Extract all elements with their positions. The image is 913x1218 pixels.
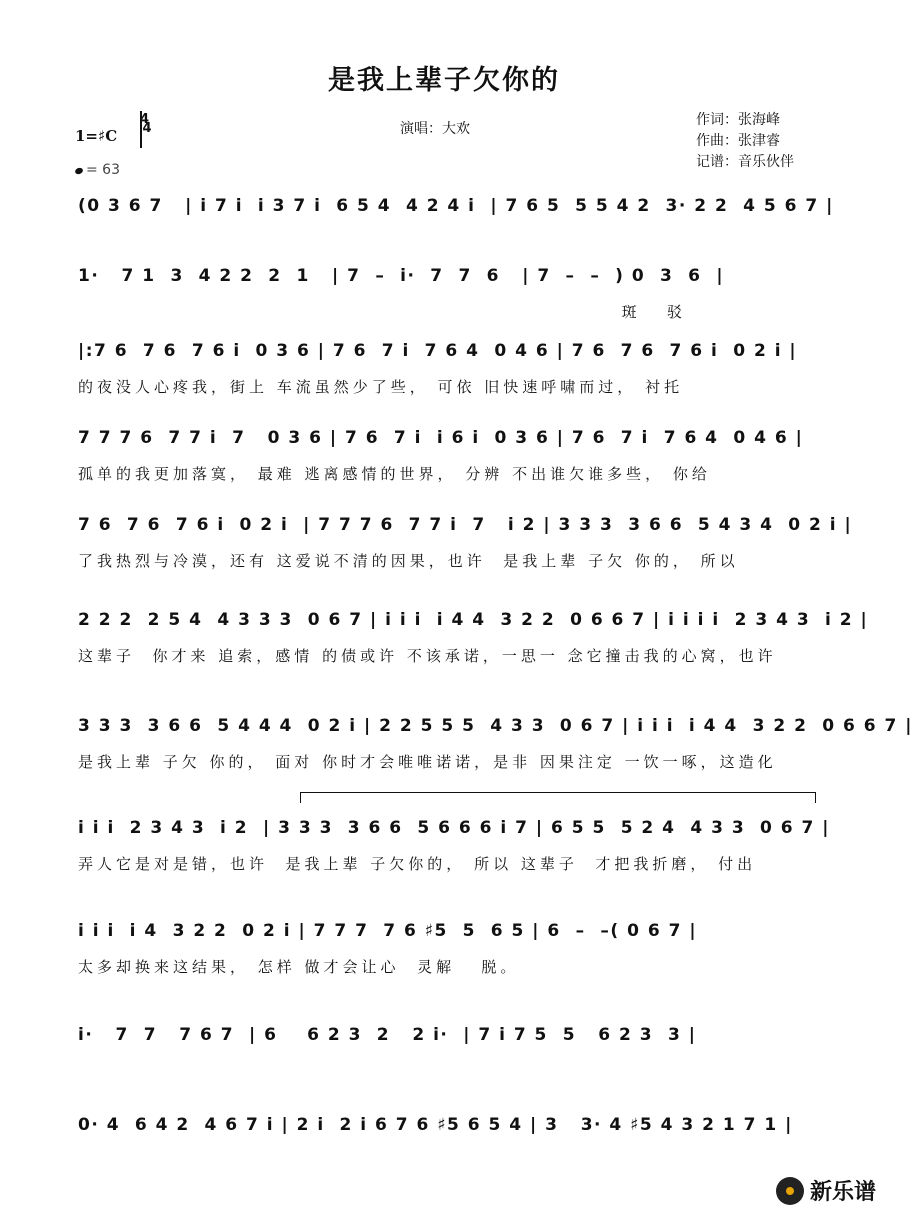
score-row-8: [78, 818, 830, 878]
singer-credit: 演唱：大欢: [400, 121, 470, 137]
lyric-line: [78, 1060, 820, 1082]
lyric-line: 了我热烈与冷漠，还有 这爱说不清的因果，也许 是我上辈 子欠 你的， 所以: [78, 552, 739, 570]
lyricist-credit: 作词：张海峰: [696, 112, 780, 128]
site-logo: [776, 1175, 876, 1206]
score-row-4: [78, 428, 820, 488]
logo-text: 新乐谱: [809, 1180, 876, 1205]
notation-line: 7 7 7 6 7 7 i 7 0 3 6 | 7 6 7 i i 6 i 0 3 6 | 7 6 7 i 7 6 4 0 4 6 |: [78, 428, 804, 448]
lyric-line: 弄人它是对是错，也许 是我上辈 子欠你的， 所以 这辈子 才把我折磨， 付出: [78, 855, 757, 873]
score-title: 是我上辈子欠你的: [328, 65, 560, 96]
notation-line: 2 2 2 2 5 4 4 3 3 3 0 6 7 | i i i i 4 4 3 2 2 0 6 6 7 | i i i i 2 3 4 3 i 2 |: [78, 610, 869, 630]
lyric-line: 是我上辈 子欠 你的， 面对 你时才会唯唯诺诺，是非 因果注定 一饮一啄，这造化: [78, 753, 777, 771]
notation-line: |:7 6 7 6 7 6 i 0 3 6 | 7 6 7 i 7 6 4 0 4 6 | 7 6 7 6 7 6 i 0 2 i |: [78, 341, 798, 361]
lyric-line: [78, 1150, 820, 1172]
time-signature: [140, 112, 154, 136]
tempo-value: = 63: [86, 162, 120, 178]
notation-credit: 记谱：音乐伙伴: [696, 154, 794, 170]
key-signature: [75, 126, 117, 148]
lyric-line: 孤单的我更加落寞， 最难 逃离感情的世界， 分辨 不出谁欠谁多些， 你给: [78, 465, 711, 483]
volta-bracket: [300, 792, 816, 803]
key-label: 1=♯C: [75, 127, 118, 145]
time-sig-bottom: 4: [140, 111, 142, 148]
lyric-line: 的夜没人心疼我，街上 车流虽然少了些， 可依 旧快速呼啸而过， 衬托: [78, 378, 684, 396]
lyric-line: 这辈子 你才来 追索，感情 的债或许 不该承诺，一思一 念它撞击我的心窝，也许: [78, 647, 777, 665]
credits-block: [696, 110, 794, 173]
score-row-6: [78, 610, 869, 670]
score-row-2: [78, 266, 820, 326]
score-row-11: [78, 1115, 820, 1175]
time-sig-top: 4: [142, 121, 152, 136]
score-row-1: [78, 196, 834, 256]
notation-line: i i i i 4 3 2 2 0 2 i | 7 7 7 7 6 ♯5 5 6 5 | 6 – –( 0 6 7 |: [78, 921, 698, 941]
tempo-marking: [75, 162, 120, 178]
notation-line: i· 7 7 7 6 7 | 6 6 2 3 2 2 i· | 7 i 7 5 5 6 2 3 3 |: [78, 1025, 697, 1045]
score-row-9: [78, 921, 820, 981]
score-row-5: [78, 515, 853, 575]
notation-line: i i i 2 3 4 3 i 2 | 3 3 3 3 6 6 5 6 6 6 i 7 | 6 5 5 5 2 4 4 3 3 0 6 7 |: [78, 818, 830, 838]
notation-line: 7 6 7 6 7 6 i 0 2 i | 7 7 7 6 7 7 i 7 i 2 | 3 3 3 3 6 6 5 4 3 4 0 2 i |: [78, 515, 853, 535]
score-row-10: [78, 1025, 820, 1085]
notation-line: 3 3 3 3 6 6 5 4 4 4 0 2 i | 2 2 5 5 5 4 3 3 0 6 7 | i i i i 4 4 3 2 2 0 6 6 7 |: [78, 716, 913, 736]
notation-line: 1· 7 1 3 4 2 2 2 1 | 7 – i· 7 7 6 | 7 – – ) 0 3 6 |: [78, 266, 725, 286]
lyric-line: 斑 驳: [78, 303, 686, 321]
lyric-line: 太多却换来这结果， 怎样 做才会让心 灵解 脱。: [78, 958, 520, 976]
score-row-3: [78, 341, 820, 401]
composer-credit: 作曲：张津睿: [696, 133, 780, 149]
quarter-note-icon: [74, 167, 84, 175]
score-row-7: [78, 716, 913, 776]
lyric-line: [78, 231, 820, 253]
notation-line: (0 3 6 7 | i 7 i i 3 7 i 6 5 4 4 2 4 i | 7 6 5 5 5 4 2 3· 2 2 4 5 6 7 |: [78, 196, 834, 216]
vinyl-disc-icon: [776, 1177, 804, 1205]
notation-line: 0· 4 6 4 2 4 6 7 i | 2 i 2 i 6 7 6 ♯5 6 5 4 | 3 3· 4 ♯5 4 3 2 1 7 1 |: [78, 1115, 793, 1135]
